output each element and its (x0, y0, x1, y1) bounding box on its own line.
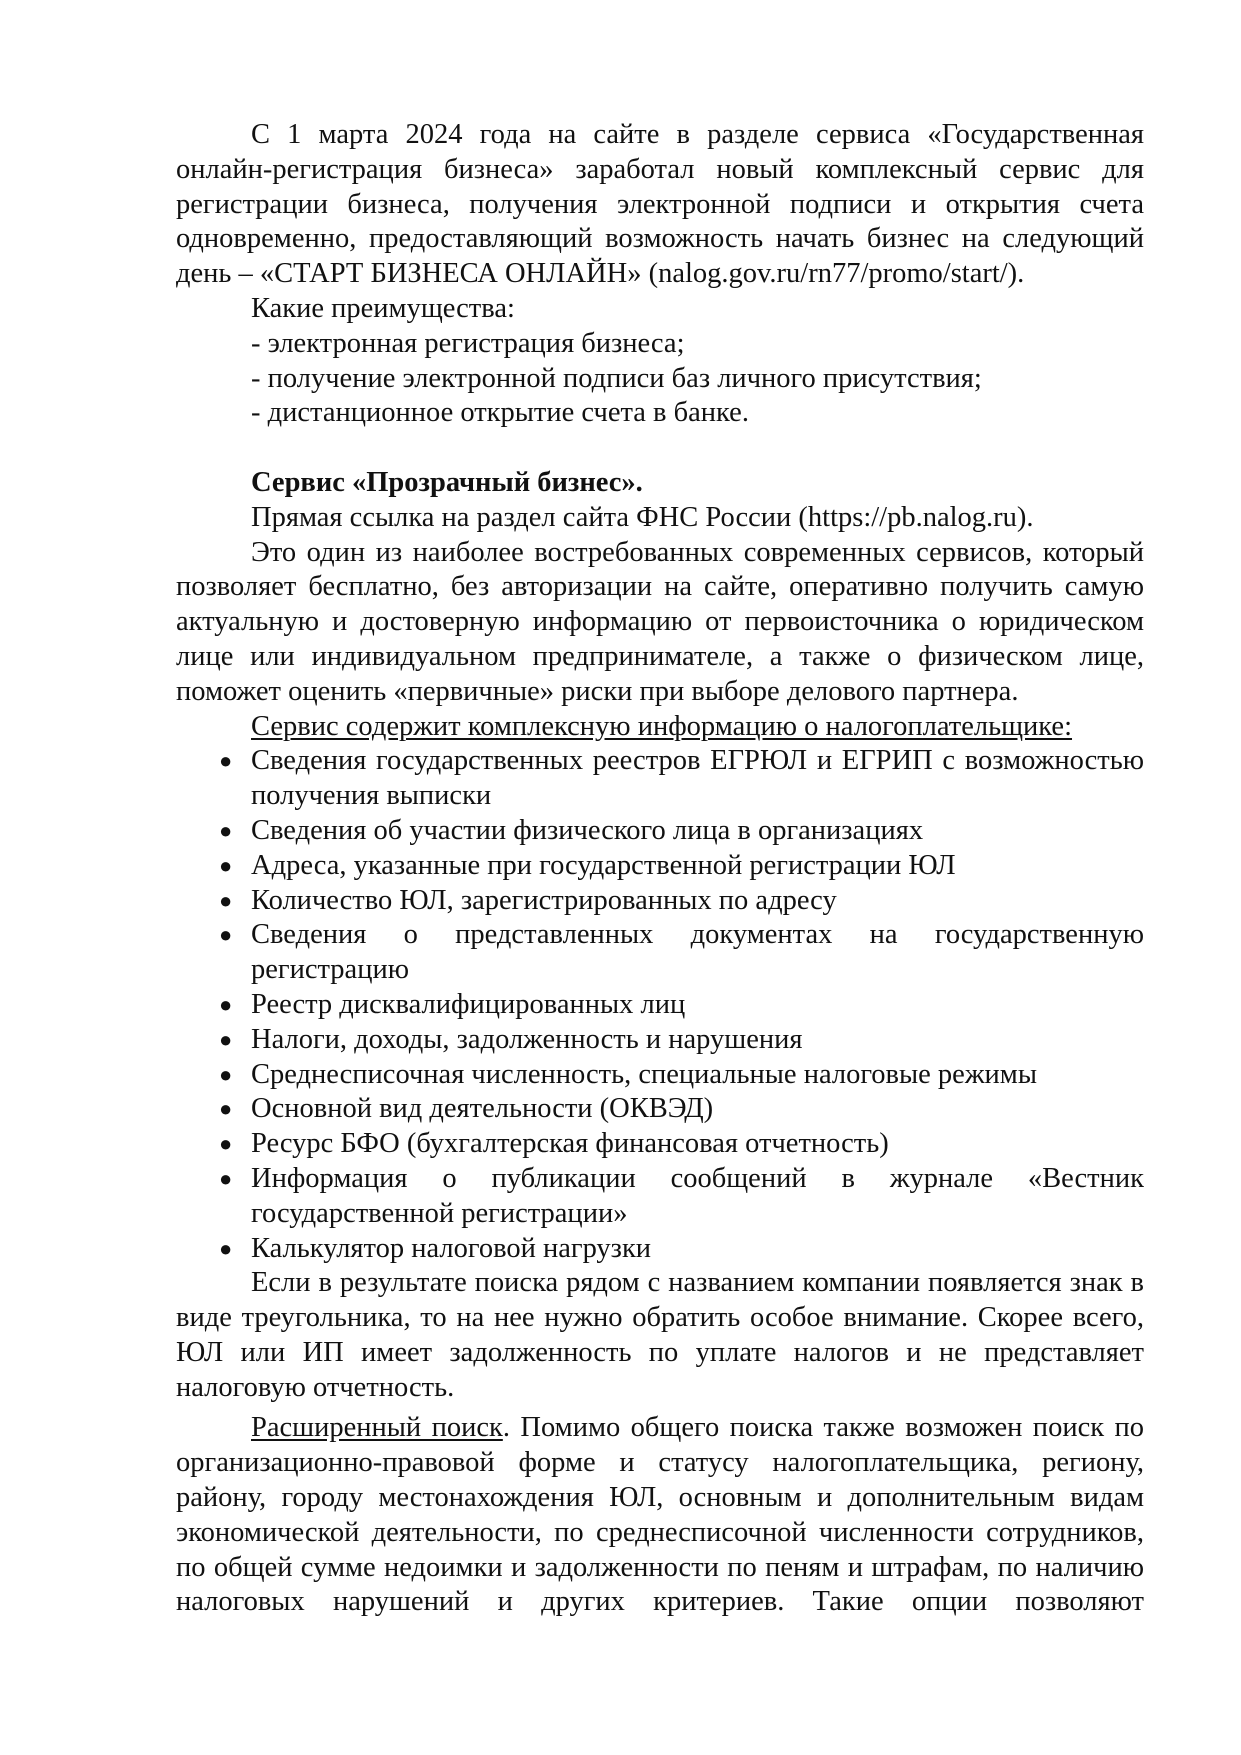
bullet-icon: ● (219, 1096, 233, 1122)
list-item-text: Информация о публикации сообщений в журнале «Вестник государственной регистрации» (251, 1162, 1144, 1229)
bullet-icon: ● (219, 991, 233, 1017)
list-item (176, 988, 1144, 1023)
list-item (176, 884, 1144, 919)
list-item-text: Среднесписочная численность, специальные налоговые режимы (251, 1058, 1037, 1090)
list-item-text: Количество ЮЛ, зарегистрированных по адресу (251, 884, 837, 916)
list-item (176, 1058, 1144, 1093)
service-heading: Сервис «Прозрачный бизнес». (251, 466, 643, 498)
extended-search-paragraph (176, 1411, 1144, 1620)
list-item (176, 744, 1144, 814)
document-page (176, 118, 1144, 1620)
bullet-icon: ● (219, 887, 233, 913)
list-item-text: Сведения об участии физического лица в организациях (251, 814, 924, 846)
list-item-text: Реестр дисквалифицированных лиц (251, 988, 686, 1020)
bullet-icon: ● (219, 922, 233, 948)
list-item (176, 814, 1144, 849)
extended-search-text: . Помимо общего поиска также возможен поиск по организационно-правовой форме и статусу налогоплательщика, региону, району, городу местонахождения ЮЛ, основным и дополнительным видам экономической деятельности, по среднесписочной численности сотрудников, по общей сумме недоимки и задолженности по пеням и штрафам, по наличию налоговых нарушений и других критериев. Такие опции позволяют (176, 1412, 1144, 1618)
list-item (176, 1232, 1144, 1267)
service-description: Это один из наиболее востребованных современных сервисов, который позволяет бесплатно, без авторизации на сайте, оперативно получить самую актуальную и достоверную информацию от первоисточника о юридическом лице или индивидуальном предпринимателе, а также о физическом лице, поможет оценить «первичные» риски при выборе делового партнера. (176, 536, 1144, 707)
bullet-icon: ● (219, 748, 233, 774)
blank-line (176, 431, 1144, 466)
info-list (176, 744, 1144, 1266)
list-item-text: Сведения государственных реестров ЕГРЮЛ и ЕГРИП с возможностью получения выписки (251, 745, 1144, 812)
advantage-item: - электронная регистрация бизнеса; (251, 327, 685, 359)
list-item-text: Адреса, указанные при государственной регистрации ЮЛ (251, 849, 956, 881)
bullet-icon: ● (219, 1235, 233, 1261)
list-item (176, 1127, 1144, 1162)
advantage-item: - дистанционное открытие счета в банке. (251, 397, 749, 429)
list-item-text: Сведения о представленных документах на государственную регистрацию (251, 919, 1144, 986)
contains-title (176, 710, 1144, 745)
bullet-icon: ● (219, 1131, 233, 1157)
bullet-icon: ● (219, 1165, 233, 1191)
bullet-icon: ● (219, 817, 233, 843)
intro-paragraph: С 1 марта 2024 года на сайте в разделе сервиса «Государственная онлайн-регистрация бизнеса» заработал новый комплексный сервис для регистрации бизнеса, получения электронной подписи и открытия счета одновременно, предоставляющий возможность начать бизнес на следующий день – «СТАРТ БИЗНЕСА ОНЛАЙН» (nalog.gov.ru/rn77/promo/start/). (176, 119, 1144, 290)
advantages-title: Какие преимущества: (251, 292, 515, 324)
contains-title-text: Сервис содержит комплексную информацию о налогоплательщике: (251, 710, 1073, 742)
list-item (176, 1092, 1144, 1127)
list-item-text: Ресурс БФО (бухгалтерская финансовая отчетность) (251, 1128, 889, 1160)
list-item (176, 849, 1144, 884)
bullet-icon: ● (219, 1061, 233, 1087)
list-item-text: Основной вид деятельности (ОКВЭД) (251, 1093, 714, 1125)
list-item-text: Калькулятор налоговой нагрузки (251, 1232, 652, 1264)
list-item-text: Налоги, доходы, задолженность и нарушения (251, 1023, 803, 1055)
service-direct-link: Прямая ссылка на раздел сайта ФНС России (https://pb.nalog.ru). (251, 501, 1034, 533)
list-item (176, 1162, 1144, 1232)
list-item (176, 1023, 1144, 1058)
bullet-icon: ● (219, 852, 233, 878)
advantage-item: - получение электронной подписи баз личного присутствия; (251, 362, 982, 394)
extended-search-label: Расширенный поиск (251, 1412, 503, 1444)
bullet-icon: ● (219, 1026, 233, 1052)
list-item (176, 918, 1144, 988)
triangle-note: Если в результате поиска рядом с названием компании появляется знак в виде треугольника, то на нее нужно обратить особое внимание. Скорее всего, ЮЛ или ИП имеет задолженность по уплате налогов и не представляет налоговую отчетность. (176, 1267, 1144, 1403)
